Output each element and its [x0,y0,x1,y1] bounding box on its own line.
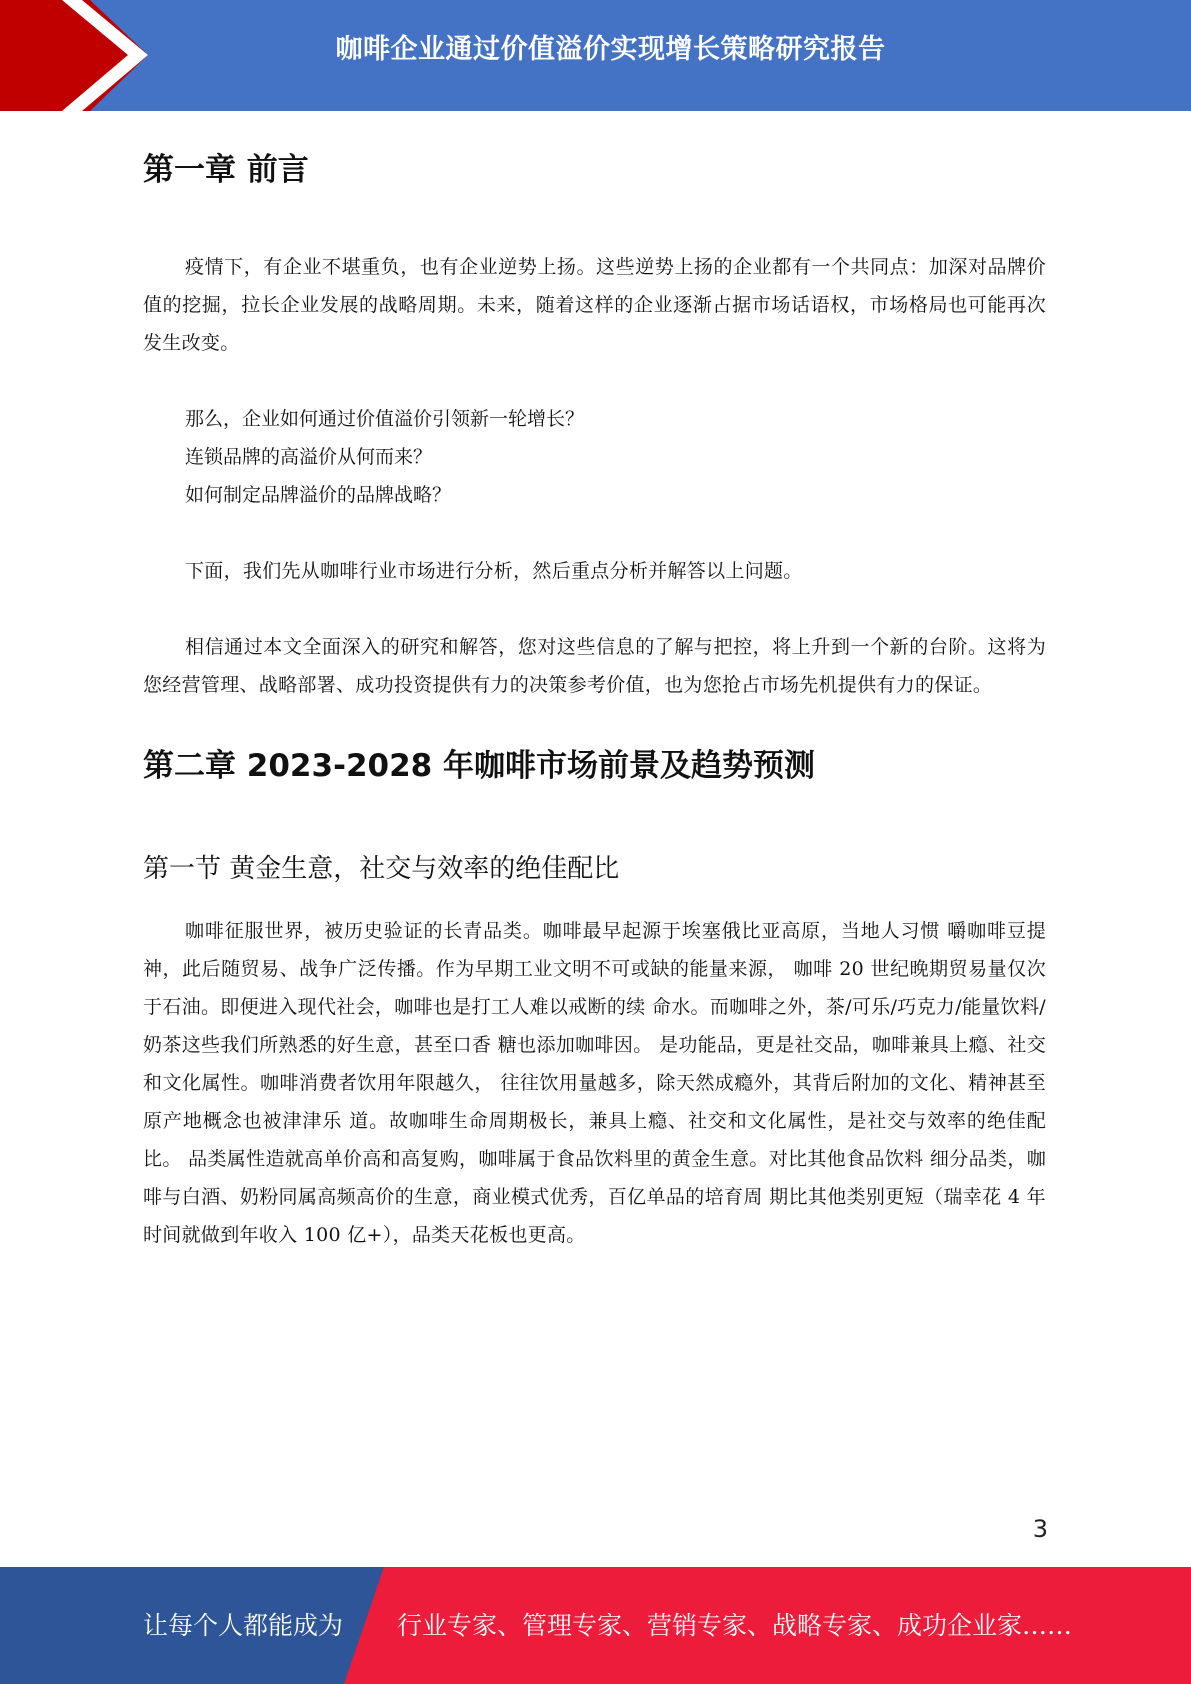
chapter-1-paragraph-3: 相信通过本文全面深入的研究和解答，您对这些信息的了解与把控，将上升到一个新的台阶。这将为您经营管理、战略部署、成功投资提供有力的决策参考价值，也为您抢占市场先机提供有力的保证。 [143,636,1046,696]
question-item: 如何制定品牌溢价的品牌战略？ [185,484,452,506]
section-1-paragraph: 咖啡征服世界，被历史验证的长青品类。咖啡最早起源于埃塞俄比亚高原，当地人习惯 嚼咖啡豆提神，此后随贸易、战争广泛传播。作为早期工业文明不可或缺的能量来源， 咖啡 20 世纪晚期贸易量仅次于石油。即便进入现代社会，咖啡也是打工人难以戒断的续 命水。而咖啡之外，茶/可乐/巧克力/能量饮料/奶茶这些我们所熟悉的好生意，甚至口香 糖也添加咖啡因。 是功能品，更是社交品，咖啡兼具上瘾、社交和文化属性。咖啡消费者饮用年限越久， 往往饮用量越多，除天然成瘾外，其背后附加的文化、精神甚至原产地概念也被津津乐 道。故咖啡生命周期极长，兼具上瘾、社交和文化属性，是社交与效率的绝佳配比。 品类属性造就高单价高和高复购，咖啡属于食品饮料里的黄金生意。对比其他食品饮料 细分品类，咖啡与白酒、奶粉同属高频高价的生意，商业模式优秀，百亿单品的培育周 期比其他类别更短（瑞幸花 4 年时间就做到年收入 100 亿+），品类天花板也更高。 [143,920,1046,1246]
red-arrow-decoration [0,0,160,111]
footer-banner [0,1567,1191,1684]
question-list [143,400,1046,514]
section-1-title: 第一节 黄金生意，社交与效率的绝佳配比 [143,854,620,884]
chapter-1-title: 第一章 前言 [143,152,309,188]
chapter-1-paragraph-1: 疫情下，有企业不堪重负，也有企业逆势上扬。这些逆势上扬的企业都有一个共同点：加深对品牌价值的挖掘，拉长企业发展的战略周期。未来，随着这样的企业逐渐占据市场话语权，市场格局也可能再次发生改变。 [143,256,1046,354]
footer-slogan-right: 行业专家、管理专家、营销专家、战略专家、成功企业家…… [397,1611,1073,1640]
header-banner [0,0,1191,111]
question-item: 那么，企业如何通过价值溢价引领新一轮增长？ [185,408,585,430]
report-title: 咖啡企业通过价值溢价实现增长策略研究报告 [335,34,886,65]
page-number: 3 [1032,1515,1048,1543]
page-content [143,130,1046,1254]
footer-slogan-left: 让每个人都能成为 [143,1611,344,1640]
chapter-1-paragraph-2: 下面，我们先从咖啡行业市场进行分析，然后重点分析并解答以上问题。 [185,560,803,582]
question-item: 连锁品牌的高溢价从何而来？ [185,446,433,468]
chapter-2-title: 第二章 2023-2028 年咖啡市场前景及趋势预测 [143,748,816,784]
